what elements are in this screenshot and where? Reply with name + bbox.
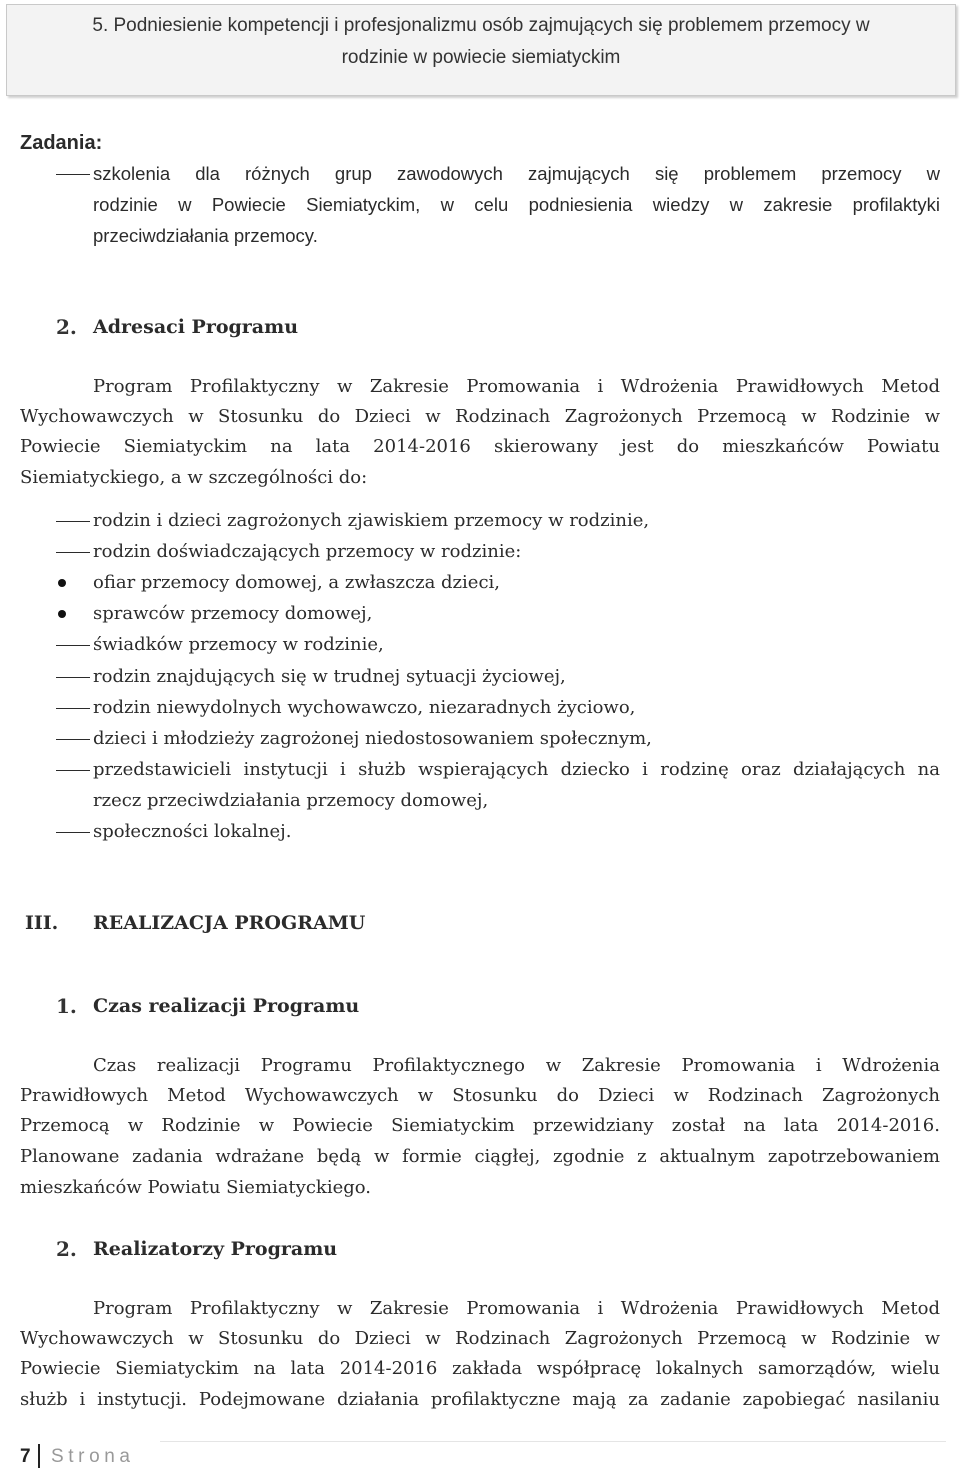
dash-marker [56,521,90,522]
page-number: 7 [20,1446,31,1467]
paragraph-line: Planowane zadania wdrażane będą w formie ciągłej, zgodnie z aktualnym zapotrzebowaniem [20,1146,940,1167]
task-item-line: przeciwdziałania przemocy. [93,225,318,246]
paragraph-line: Powiecie Siemiatyckim na lata 2014-2016 zakłada współpracę lokalnych samorządów, wielu [20,1358,940,1379]
dash-marker [56,739,90,740]
list-item: rodzin niewydolnych wychowawczo, niezaradnych życiowo, [93,697,636,718]
page-label: Strona [51,1446,135,1467]
bullet-marker [58,579,66,587]
paragraph-line: Wychowawczych w Stosunku do Dzieci w Rodzinach Zagrożonych Przemocą w Rodzinie w [20,406,940,427]
section-number: 2. [56,315,77,339]
paragraph-line: Program Profilaktyczny w Zakresie Promowania i Wdrożenia Prawidłowych Metod [93,1298,940,1319]
dash-marker [56,174,90,175]
section-number: 2. [56,1237,77,1261]
paragraph-line: Program Profilaktyczny w Zakresie Promowania i Wdrożenia Prawidłowych Metod [93,376,940,397]
dash-marker [56,677,90,678]
list-item: sprawców przemocy domowej, [93,603,373,624]
section-title: Czas realizacji Programu [93,995,360,1017]
dash-marker [56,832,90,833]
objective-line-1: 5. Podniesienie kompetencji i profesjonalizmu osób zajmujących się problemem przemocy w [92,15,870,36]
list-item: świadków przemocy w rodzinie, [93,634,384,655]
paragraph-line: Czas realizacji Programu Profilaktycznego w Zakresie Promowania i Wdrożenia [93,1055,940,1076]
section-number: 1. [56,994,77,1018]
paragraph-line: mieszkańców Powiatu Siemiatyckiego. [20,1177,371,1198]
objective-box [6,4,956,96]
list-item: rodzin znajdujących się w trudnej sytuacji życiowej, [93,666,566,687]
objective-line-2: rodzinie w powiecie siemiatyckim [341,47,621,68]
chapter-number: III. [25,912,59,934]
dash-marker [56,770,90,771]
tasks-heading: Zadania: [20,132,103,154]
dash-marker [56,645,90,646]
paragraph-line: Prawidłowych Metod Wychowawczych w Stosunku do Dzieci w Rodzinach Zagrożonych [20,1085,940,1106]
list-item: dzieci i młodzieży zagrożonej niedostosowaniem społecznym, [93,728,652,749]
list-item: społeczności lokalnej. [93,821,292,842]
list-item: rodzin i dzieci zagrożonych zjawiskiem przemocy w rodzinie, [93,510,650,531]
list-item: ofiar przemocy domowej, a zwłaszcza dzieci, [93,572,501,593]
footer-rule [160,1441,946,1442]
paragraph-line: służb i instytucji. Podejmowane działania profilaktyczne mają za zadanie zapobiegać nasilaniu [20,1389,940,1410]
section-title: Realizatorzy Programu [93,1238,338,1260]
dash-marker [56,552,90,553]
dash-marker [56,708,90,709]
paragraph-line: Siemiatyckiego, a w szczególności do: [20,467,368,488]
paragraph-line: Wychowawczych w Stosunku do Dzieci w Rodzinach Zagrożonych Przemocą w Rodzinie w [20,1328,940,1349]
task-item-line: szkolenia dla różnych grup zawodowych zajmujących się problemem przemocy w [93,163,940,184]
section-title: Adresaci Programu [93,316,299,338]
paragraph-line: Powiecie Siemiatyckim na lata 2014-2016 skierowany jest do mieszkańców Powiatu [20,436,940,457]
list-item: przedstawicieli instytucji i służb wspierających dziecko i rodzinę oraz działających na [93,759,940,780]
bullet-marker [58,610,66,618]
paragraph-line: Przemocą w Rodzinie w Powiecie Siemiatyckim przewidziany został na lata 2014-2016. [20,1115,940,1136]
list-item: rzecz przeciwdziałania przemocy domowej, [93,790,489,811]
footer-separator [38,1444,40,1468]
task-item-line: rodzinie w Powiecie Siemiatyckim, w celu podniesienia wiedzy w zakresie profilaktyki [93,194,940,215]
list-item: rodzin doświadczających przemocy w rodzinie: [93,541,522,562]
chapter-title: REALIZACJA PROGRAMU [93,912,366,934]
